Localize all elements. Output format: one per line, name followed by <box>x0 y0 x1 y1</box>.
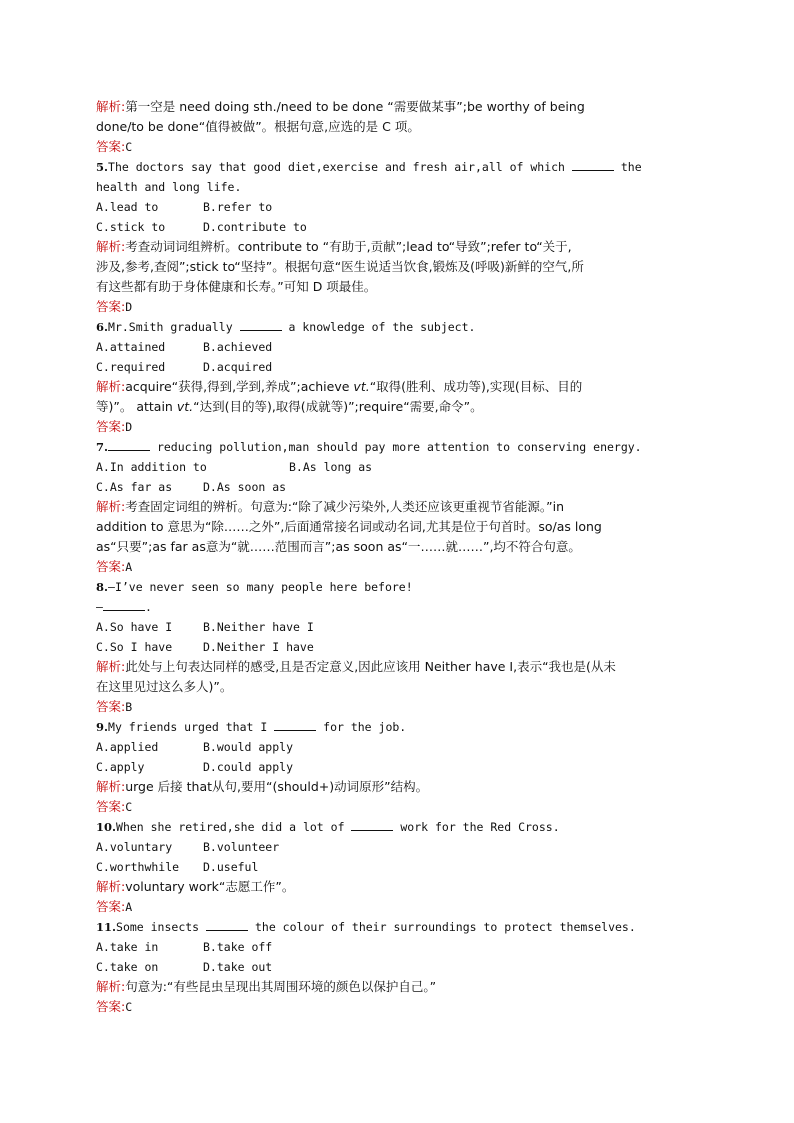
q8-number: 8. <box>96 580 109 594</box>
q6-analysis-text-4: “达到(目的等),取得(成就等)”;require“需要,命令”。 <box>193 399 483 414</box>
q8-blank <box>103 598 145 611</box>
q5-option-b: B.refer to <box>203 200 273 214</box>
q10-options-row-1 <box>96 837 706 857</box>
q7-stem-text: reducing pollution,man should pay more attention to conserving energy. <box>156 440 642 454</box>
q9-answer-value: C <box>125 800 133 814</box>
q7-answer <box>96 557 706 577</box>
q11-answer <box>96 997 706 1017</box>
q11-analysis-line-1 <box>96 977 706 997</box>
q10-stem-text: When she retired,she did a lot of <box>116 820 345 834</box>
q6-option-d: D.acquired <box>203 360 273 374</box>
q7-analysis-text-2: addition to 意思为“除……之外”,后面通常接名词或动名词,尤其是位于句首时。so/as long <box>96 519 602 534</box>
q5-option-d: D.contribute to <box>203 220 307 234</box>
analysis-label: 解析: <box>96 99 126 114</box>
q7-option-d: D.As soon as <box>203 480 287 494</box>
q11-stem <box>96 917 706 937</box>
q9-options-row-1 <box>96 737 706 757</box>
q10-options-row-2 <box>96 857 706 877</box>
q11-analysis-text: 句意为:“有些昆虫呈现出其周围环境的颜色以保护自己。” <box>125 979 437 994</box>
q10-option-a: A.voluntary <box>96 840 173 854</box>
q11-blank <box>206 918 248 931</box>
q11-option-b: B.take off <box>203 940 273 954</box>
q7-analysis-line-2 <box>96 517 706 537</box>
exercise-page <box>96 97 706 1017</box>
q9-analysis-line-1 <box>96 777 706 797</box>
q7-analysis-line-1 <box>96 497 706 517</box>
q7-options-row-2 <box>96 477 706 497</box>
q6-stem-text-2: a knowledge of the subject. <box>288 320 476 334</box>
q8-analysis-line-1 <box>96 657 706 677</box>
q5-answer <box>96 297 706 317</box>
q5-stem-text-3: health and long life. <box>96 180 242 194</box>
q8-options-row-1 <box>96 617 706 637</box>
analysis-label: 解析: <box>96 779 126 794</box>
q8-analysis-text: 此处与上句表达同样的感受,且是否定意义,因此应该用 Neither have I,表示“我也是(从未 <box>125 659 616 674</box>
q5-stem-line-1 <box>96 157 706 177</box>
q5-analysis-text-2: 涉及,参考,查阅”;stick to“坚持”。根据句意“医生说适当饮食,锻炼及(呼吸)新鲜的空气,所 <box>96 259 584 274</box>
q10-option-d: D.useful <box>203 860 259 874</box>
q6-number: 6. <box>96 320 109 334</box>
q5-analysis-line-1 <box>96 237 706 257</box>
q9-stem-text-2: for the job. <box>323 720 407 734</box>
answer-label: 答案: <box>96 799 126 814</box>
answer-label: 答案: <box>96 899 126 914</box>
q9-option-a: A.applied <box>96 740 159 754</box>
answer-label: 答案: <box>96 299 126 314</box>
q5-options-row-1 <box>96 197 706 217</box>
q6-options-row-1 <box>96 337 706 357</box>
q6-answer <box>96 417 706 437</box>
q7-stem <box>96 437 706 457</box>
q4-analysis-line-1 <box>96 97 706 117</box>
q11-answer-value: C <box>125 1000 133 1014</box>
q11-options-row-2 <box>96 957 706 977</box>
analysis-label: 解析: <box>96 659 126 674</box>
q9-stem-text: My friends urged that I <box>108 720 268 734</box>
q7-analysis-line-3 <box>96 537 706 557</box>
q8-options-row-2 <box>96 637 706 657</box>
q5-stem-text: The doctors say that good diet,exercise and fresh air,all of which <box>108 160 565 174</box>
q11-stem-text-2: the colour of their surroundings to protect themselves. <box>254 920 636 934</box>
q6-option-c: C.required <box>96 360 166 374</box>
q11-number: 11. <box>96 920 117 934</box>
q8-analysis-line-2 <box>96 677 706 697</box>
q8-answer <box>96 697 706 717</box>
q10-number: 10. <box>96 820 117 834</box>
q9-analysis-text: urge 后接 that从句,要用“(should+)动词原形”结构。 <box>125 779 429 794</box>
q5-blank <box>572 158 614 171</box>
q8-option-a: A.So have I <box>96 620 173 634</box>
analysis-label: 解析: <box>96 499 126 514</box>
q5-stem-line-2 <box>96 177 706 197</box>
analysis-label: 解析: <box>96 239 126 254</box>
q10-stem <box>96 817 706 837</box>
q10-stem-text-2: work for the Red Cross. <box>400 820 560 834</box>
q4-analysis-text: 第一空是 need doing sth./need to be done “需要做某事”;be worthy of being <box>125 99 585 114</box>
q7-analysis-text-3: as“只要”;as far as意为“就……范围而言”;as soon as“一……就……”,均不符合句意。 <box>96 539 581 554</box>
q4-answer-value: C <box>125 140 133 154</box>
answer-label: 答案: <box>96 139 126 154</box>
q8-answer-value: B <box>125 700 133 714</box>
q11-options-row-1 <box>96 937 706 957</box>
q4-answer <box>96 137 706 157</box>
q5-option-c: C.stick to <box>96 220 166 234</box>
q4-analysis-text-2: done/to be done“值得被做”。根据句意,应选的是 C 项。 <box>96 119 420 134</box>
analysis-label: 解析: <box>96 379 126 394</box>
q5-analysis-line-3 <box>96 277 706 297</box>
q7-number: 7. <box>96 440 109 454</box>
q8-option-b: B.Neither have I <box>203 620 314 634</box>
q4-analysis-line-2 <box>96 117 706 137</box>
q9-number: 9. <box>96 720 109 734</box>
q9-options-row-2 <box>96 757 706 777</box>
q6-blank <box>240 318 282 331</box>
q11-option-d: D.take out <box>203 960 273 974</box>
q8-stem-line-1 <box>96 577 706 597</box>
q5-analysis-text: 考查动词词组辨析。contribute to “有助于,贡献”;lead to“导致”;refer to“关于, <box>125 239 572 254</box>
q10-answer <box>96 897 706 917</box>
q8-option-d: D.Neither I have <box>203 640 314 654</box>
q8-dash: — <box>96 600 103 614</box>
q10-answer-value: A <box>125 900 133 914</box>
q6-analysis-text: acquire“获得,得到,学到,养成”;achieve <box>125 379 350 394</box>
q6-option-a: A.attained <box>96 340 166 354</box>
q10-analysis-line-1 <box>96 877 706 897</box>
q6-stem-text: Mr.Smith gradually <box>108 320 233 334</box>
q5-stem-text-2: the <box>620 160 642 174</box>
q7-option-b: B.As long as <box>289 460 373 474</box>
analysis-label: 解析: <box>96 979 126 994</box>
q9-answer <box>96 797 706 817</box>
q9-option-d: D.could apply <box>203 760 294 774</box>
q11-stem-text: Some insects <box>116 920 200 934</box>
q8-option-c: C.So I have <box>96 640 173 654</box>
q6-analysis-pos-2: vt. <box>176 399 194 414</box>
q7-option-a: A.In addition to <box>96 460 207 474</box>
q7-blank <box>108 438 150 451</box>
analysis-label: 解析: <box>96 879 126 894</box>
q6-analysis-pos: vt. <box>353 379 370 394</box>
q5-option-a: A.lead to <box>96 200 159 214</box>
q10-analysis-text: voluntary work“志愿工作”。 <box>125 879 295 894</box>
q6-analysis-line-2 <box>96 397 706 417</box>
q11-option-c: C.take on <box>96 960 159 974</box>
q9-blank <box>274 718 316 731</box>
q10-option-b: B.volunteer <box>203 840 280 854</box>
q6-options-row-2 <box>96 357 706 377</box>
answer-label: 答案: <box>96 559 126 574</box>
answer-label: 答案: <box>96 699 126 714</box>
q8-stem-text: —I’ve never seen so many people here before! <box>108 580 413 594</box>
q5-number: 5. <box>96 160 109 174</box>
q7-option-c: C.As far as <box>96 480 173 494</box>
q6-analysis-text-3: 等)”。 attain <box>96 399 173 414</box>
q9-option-c: C.apply <box>96 760 145 774</box>
q10-blank <box>351 818 393 831</box>
q10-option-c: C.worthwhile <box>96 860 180 874</box>
q9-stem <box>96 717 706 737</box>
q6-answer-value: D <box>125 420 133 434</box>
q7-options-row-1 <box>96 457 706 477</box>
q6-stem <box>96 317 706 337</box>
q8-analysis-text-2: 在这里见过这么多人)”。 <box>96 679 233 694</box>
q9-option-b: B.would apply <box>203 740 294 754</box>
q6-analysis-line-1 <box>96 377 706 397</box>
q7-answer-value: A <box>125 560 133 574</box>
q6-option-b: B.achieved <box>203 340 273 354</box>
answer-label: 答案: <box>96 999 126 1014</box>
q5-answer-value: D <box>125 300 133 314</box>
q8-stem-line-2: — . <box>96 600 152 614</box>
q7-analysis-text: 考查固定词组的辨析。句意为:“除了减少污染外,人类还应该更重视节省能源。”in <box>125 499 565 514</box>
q5-options-row-2 <box>96 217 706 237</box>
q6-analysis-text-2: “取得(胜利、成功等),实现(目标、目的 <box>369 379 583 394</box>
q5-analysis-text-3: 有这些都有助于身体健康和长寿。”可知 D 项最佳。 <box>96 279 377 294</box>
q5-analysis-line-2 <box>96 257 706 277</box>
answer-label: 答案: <box>96 419 126 434</box>
q11-option-a: A.take in <box>96 940 159 954</box>
